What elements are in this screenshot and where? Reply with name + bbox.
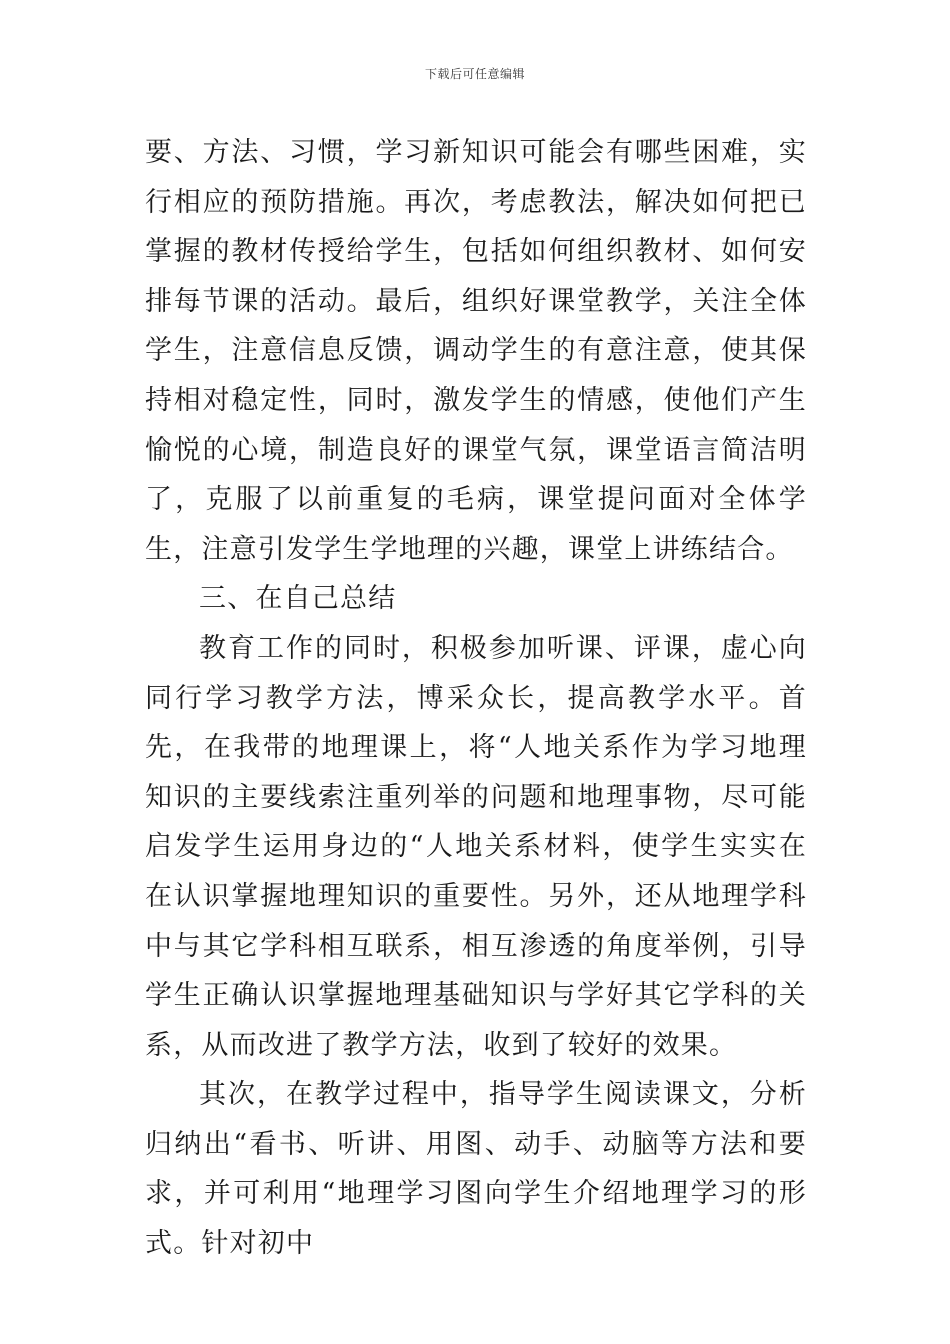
paragraph-continuation: 要、方法、习惯，学习新知识可能会有哪些困难，实行相应的预防措施。再次，考虑教法，解决如何把已掌握的教材传授给学生，包括如何组织教材、如何安排每节课的活动。最后，组织好课堂教学，关注全体学生，注意信息反馈，调动学生的有意注意，使其保持相对稳定性，同时，激发学生的情感，使他们产生愉悦的心境，制造良好的课堂气氛，课堂语言简洁明了，克服了以前重复的毛病，课堂提问面对全体学生，注意引发学生学地理的兴趣，课堂上讲练结合。 [145,137,807,565]
page-header-note: 下载后可任意编辑 [424,67,525,81]
document-body [145,128,807,1269]
paragraph: 其次，在教学过程中，指导学生阅读课文，分析归纳出“看书、听讲、用图、动手、动脑等方法和要求，并可利用“地理学习图向学生介绍地理学习的形式。针对初中 [145,1079,807,1260]
section-heading: 三、在自己总结 [199,583,397,615]
paragraph: 教育工作的同时，积极参加听课、评课，虚心向同行学习教学方法，博采众长，提高教学水平。首先，在我带的地理课上，将“人地关系作为学习地理知识的主要线索注重列举的问题和地理事物，尽可能启发学生运用身边的“人地关系材料，使学生实实在在认识掌握地理知识的重要性。另外，还从地理学科中与其它学科相互联系，相互渗透的角度举例，引导学生正确认识掌握地理基础知识与学好其它学科的关系，从而改进了教学方法，收到了较好的效果。 [145,632,807,1061]
